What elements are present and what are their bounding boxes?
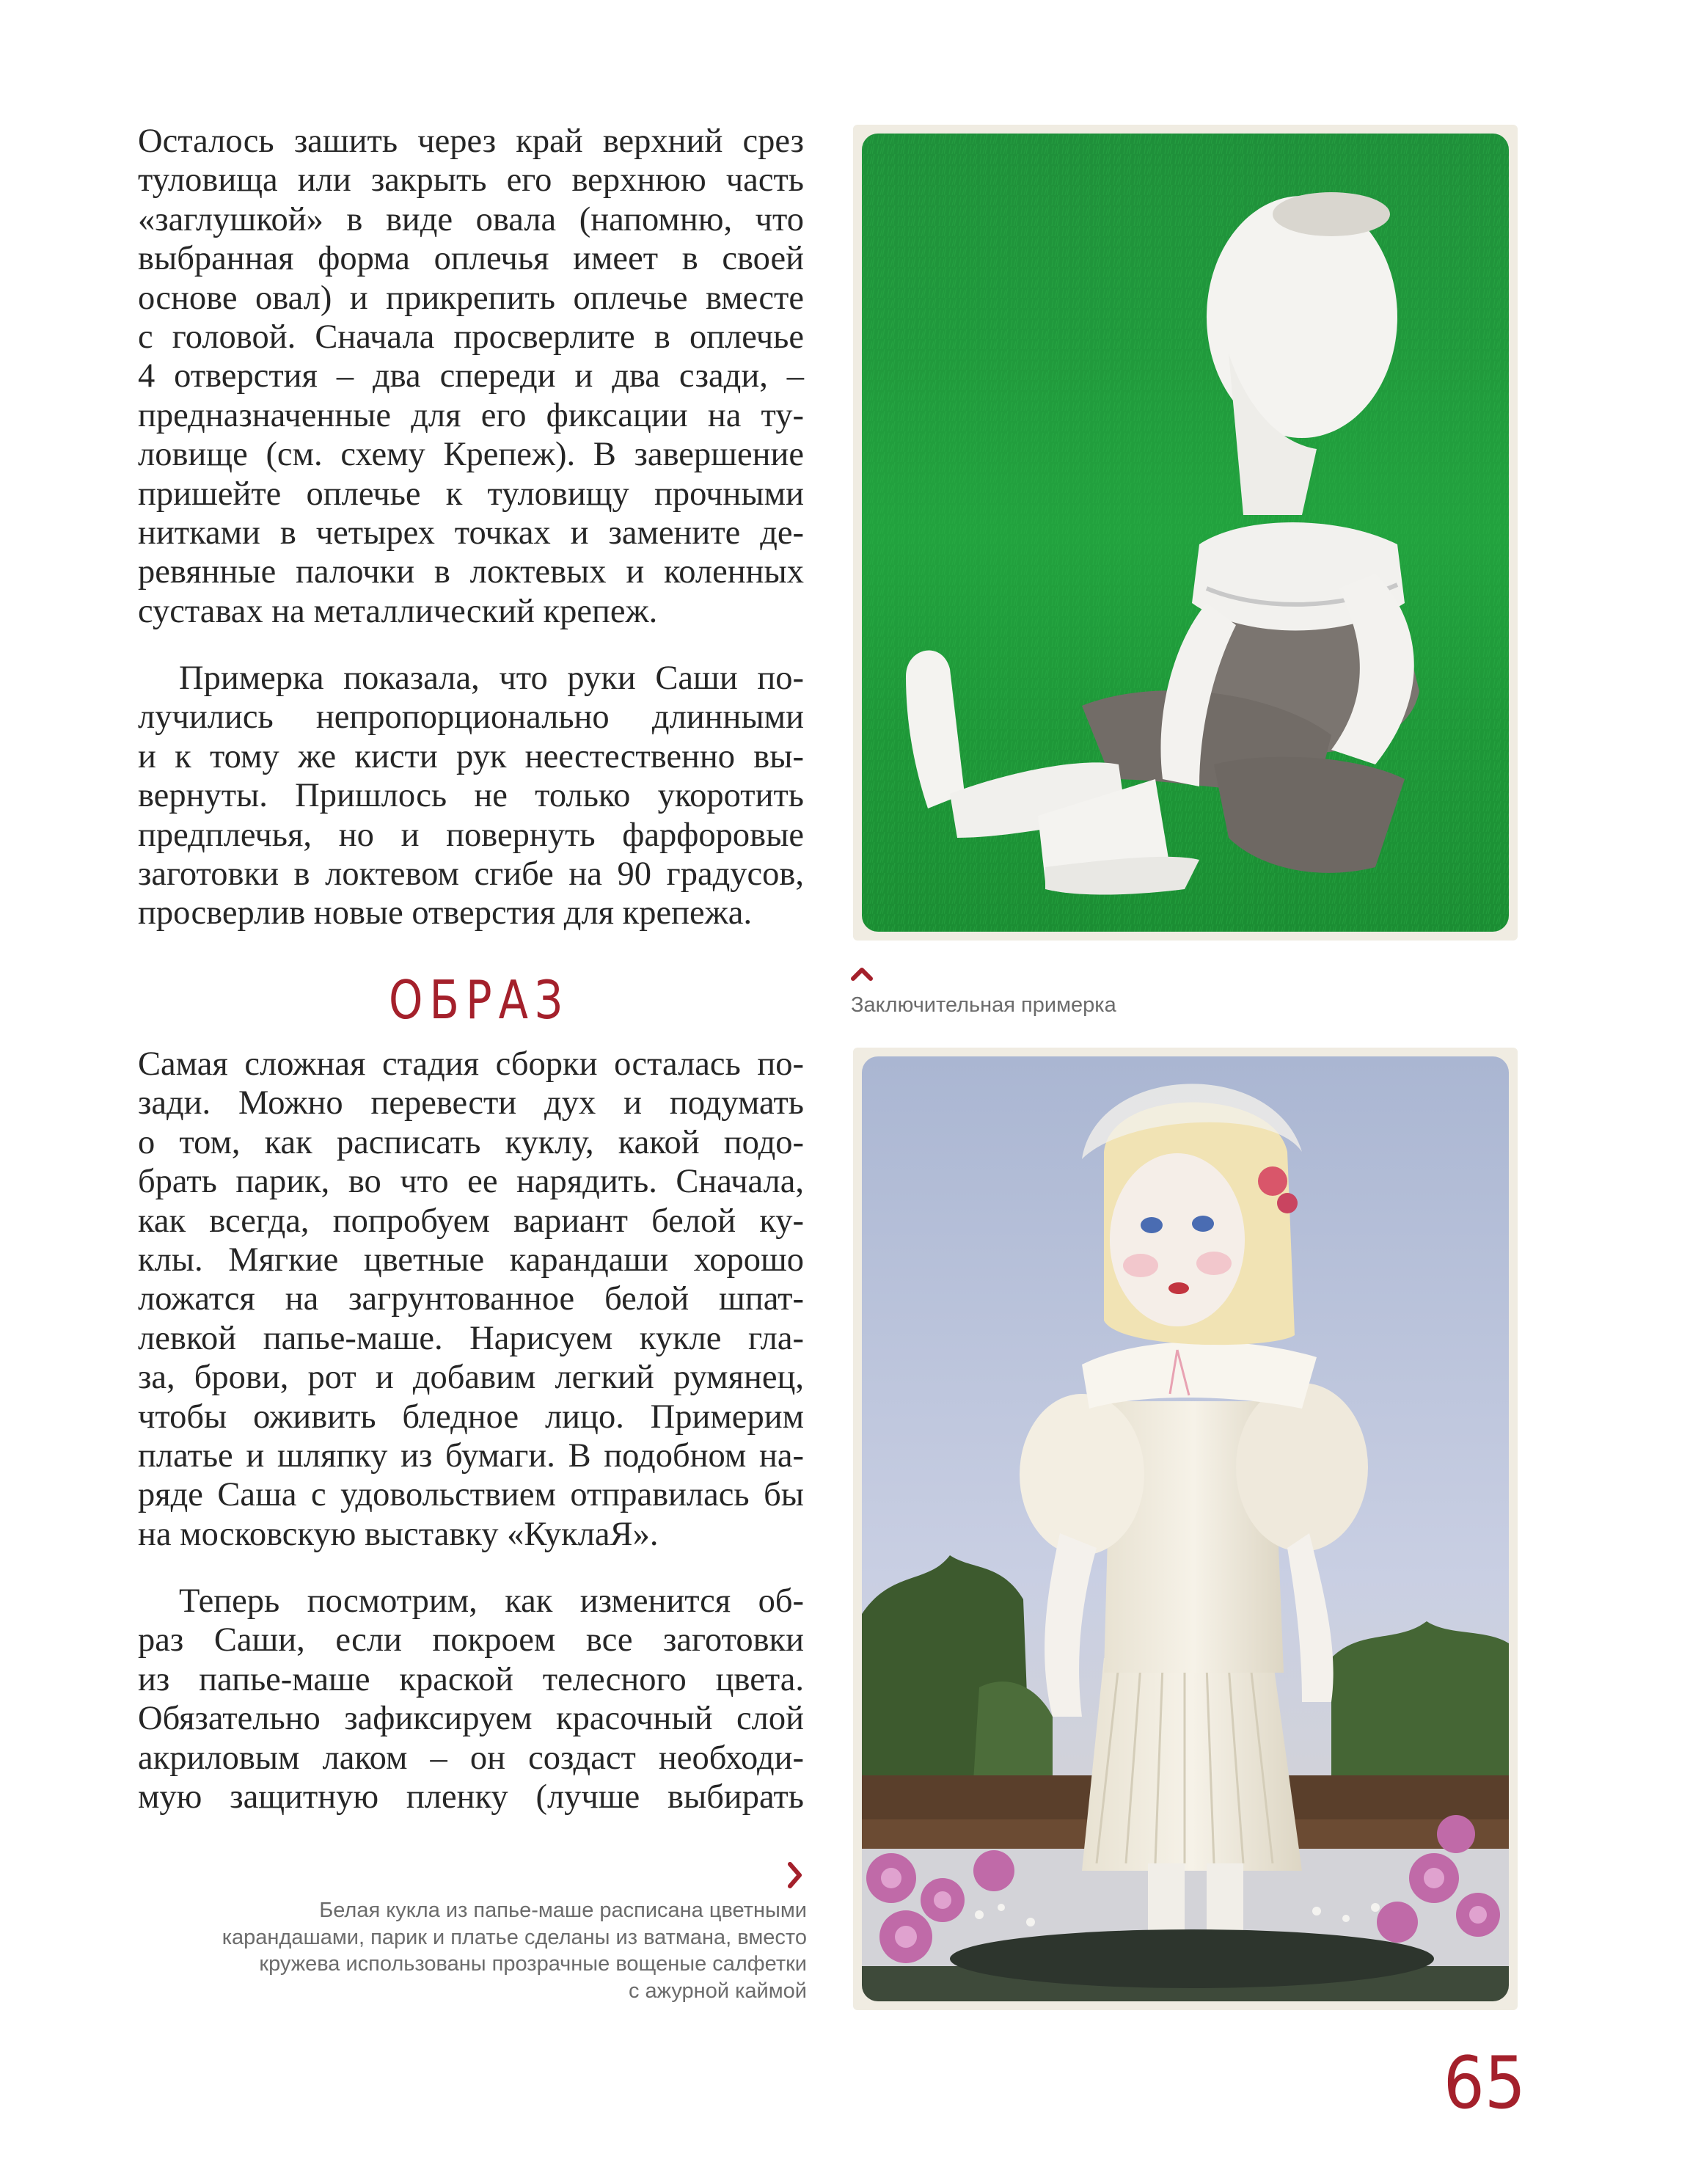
text-line: предназначенные для его фиксации на ту- bbox=[138, 396, 804, 434]
caption-line: с ажурной каймой bbox=[628, 1979, 807, 2003]
text-line: суставах на металлический крепеж. bbox=[138, 592, 658, 630]
text-line: просверлив новые отверстия для крепежа. bbox=[138, 894, 753, 932]
text-line: левкой папье-маше. Нарисуем кукле гла- bbox=[138, 1319, 804, 1357]
text-line: раз Саши, если покроем все заготовки bbox=[138, 1621, 804, 1659]
text-line: «заглушкой» в виде овала (напомню, что bbox=[138, 200, 804, 238]
text-line: выбранная форма оплечья имеет в своей bbox=[138, 240, 804, 278]
text-line: ложатся на загрунтованное белой шпат- bbox=[138, 1280, 804, 1318]
text-line: чтобы оживить бледное лицо. Примерим bbox=[138, 1398, 804, 1436]
text-line: 4 отверстия – два спереди и два сзади, – bbox=[138, 357, 804, 395]
text-line: Обязательно зафиксируем красочный слой bbox=[138, 1700, 804, 1738]
text-line: на московскую выставку «КуклаЯ». bbox=[138, 1515, 659, 1553]
text-line: заготовки в локтевом сгибе на 90 градусов, bbox=[138, 855, 804, 893]
paragraph-assembly bbox=[138, 122, 804, 631]
text-line: основе овал) и прикрепить оплечье вместе bbox=[138, 279, 804, 317]
text-line: Осталось зашить через край верхний срез bbox=[138, 123, 804, 160]
caption-line: карандашами, парик и платье сделаны из ватмана, вместо bbox=[222, 1925, 807, 1949]
text-line: из папье-маше краской телесного цвета. bbox=[138, 1660, 804, 1698]
text-line: о том, как расписать куклу, какой подо- bbox=[138, 1123, 804, 1161]
text-line: с головой. Сначала просверлите в оплечье bbox=[138, 318, 804, 356]
text-line: как всегда, попробуем вариант белой ку- bbox=[138, 1202, 804, 1240]
text-line: мую защитную пленку (лучше выбирать bbox=[138, 1778, 804, 1816]
photo-caption-final-fitting bbox=[851, 992, 1364, 1019]
chevron-up-icon bbox=[849, 965, 874, 982]
text-line: ловище (см. схему Крепеж). В завершение bbox=[138, 436, 804, 474]
text-line: пришейте оплечье к туловищу прочными bbox=[138, 475, 804, 513]
paragraph-paint bbox=[138, 1582, 804, 1816]
text-line: брать парик, во что ее нарядить. Сначала, bbox=[138, 1163, 804, 1201]
photo-caption-white-doll bbox=[220, 1897, 807, 2004]
caption-line: Белая кукла из папье-маше расписана цветными bbox=[319, 1899, 807, 1922]
doll-sitting-on-grass-image bbox=[862, 134, 1509, 932]
text-line: ряде Саша с удовольствием отправилась бы bbox=[138, 1476, 804, 1514]
caption-line: кружева использованы прозрачные вощеные салфетки bbox=[259, 1952, 807, 1976]
text-line: акриловым лаком – он создаст необходи- bbox=[138, 1739, 804, 1777]
caption-line: Заключительная примерка bbox=[851, 993, 1116, 1017]
text-line: лучились непропорционально длинными bbox=[138, 698, 804, 737]
photo-white-doll bbox=[862, 1056, 1509, 2001]
text-line: вернуты. Пришлось не только укоротить bbox=[138, 777, 804, 815]
text-line: ревянные палочки в локтевых и коленных bbox=[138, 553, 804, 591]
white-paper-doll-image bbox=[862, 1056, 1509, 2001]
text-line: Самая сложная стадия сборки осталась по- bbox=[138, 1045, 804, 1083]
text-line: Теперь посмотрим, как изменится об- bbox=[179, 1582, 804, 1620]
text-line: за, брови, рот и добавим легкий румянец, bbox=[138, 1359, 804, 1397]
text-line: и к тому же кисти рук неестественно вы- bbox=[138, 737, 804, 775]
photo-final-fitting bbox=[862, 134, 1509, 932]
text-line: нитками в четырех точках и замените де- bbox=[138, 514, 804, 552]
paragraph-image bbox=[138, 1045, 804, 1554]
section-heading: ОБРАЗ bbox=[389, 969, 569, 1031]
paragraph-fitting bbox=[138, 659, 804, 933]
text-line: зади. Можно перевести дух и подумать bbox=[138, 1084, 804, 1122]
text-line: Примерка показала, что руки Саши по- bbox=[179, 660, 804, 697]
text-line: туловища или закрыть его верхнюю часть bbox=[138, 161, 804, 200]
page-number: 65 bbox=[1443, 2042, 1526, 2125]
text-line: платье и шляпку из бумаги. В подобном на- bbox=[138, 1436, 804, 1475]
text-line: клы. Мягкие цветные карандаши хорошо bbox=[138, 1241, 804, 1279]
chevron-right-icon bbox=[786, 1860, 804, 1890]
text-line: предплечья, но и повернуть фарфоровые bbox=[138, 816, 804, 854]
